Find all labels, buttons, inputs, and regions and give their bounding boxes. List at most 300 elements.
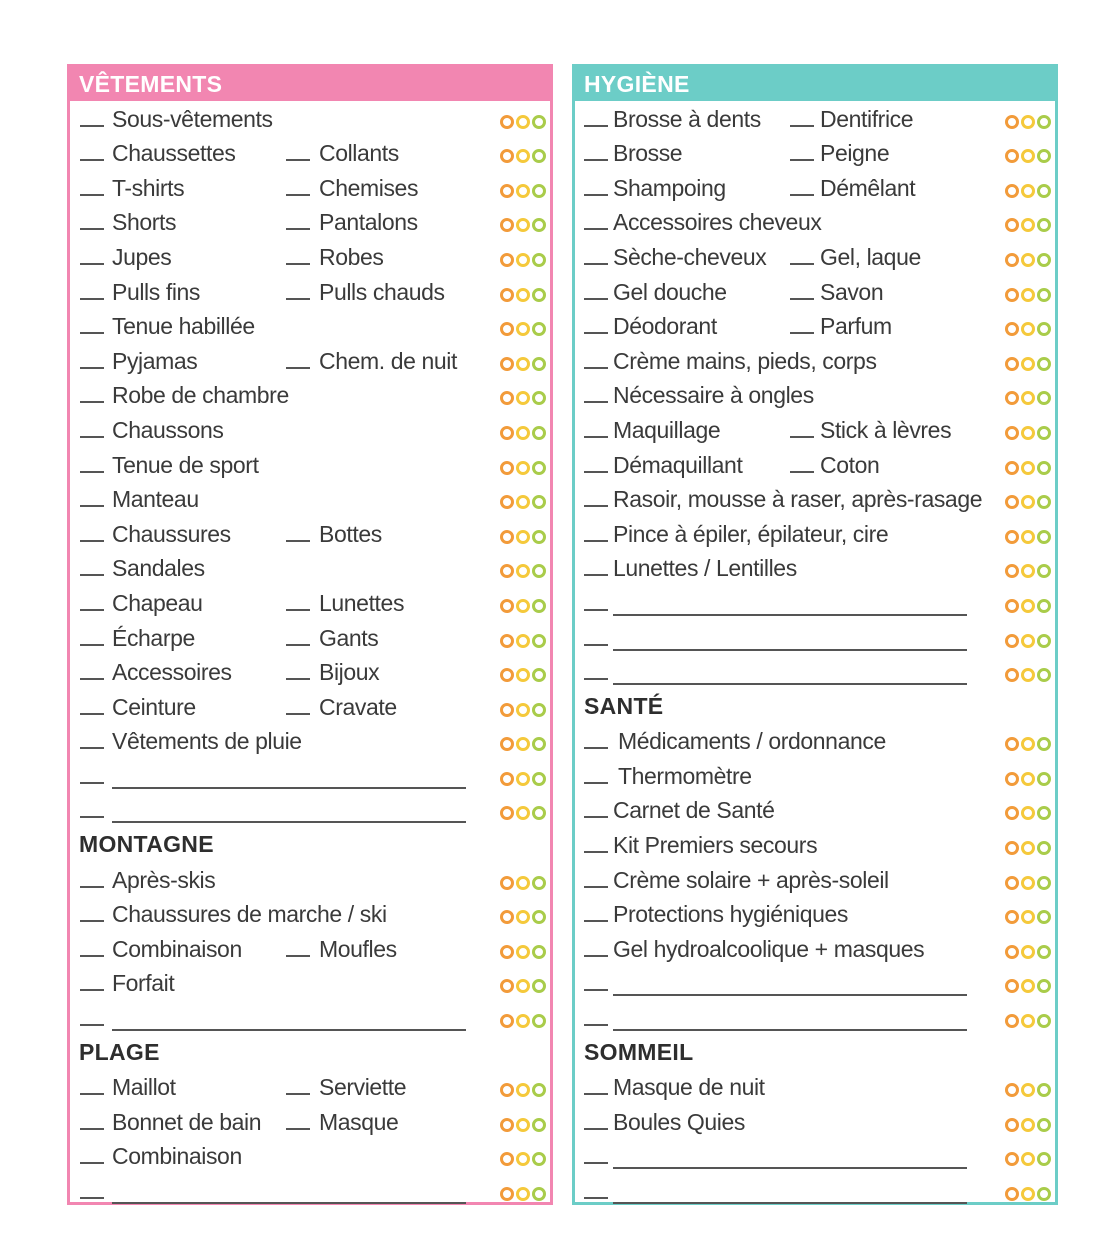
item-label: Chaussures	[112, 520, 231, 547]
green-circle[interactable]	[532, 564, 546, 578]
quantity-blank[interactable]	[80, 609, 104, 611]
checklist-row	[575, 758, 1055, 793]
quantity-blank[interactable]	[584, 851, 608, 853]
status-circles	[500, 910, 546, 924]
green-circle[interactable]	[532, 599, 546, 613]
green-circle[interactable]	[1037, 461, 1051, 475]
orange-circle[interactable]	[500, 322, 514, 336]
yellow-circle[interactable]	[516, 1187, 530, 1201]
yellow-circle[interactable]	[516, 1152, 530, 1166]
yellow-circle[interactable]	[516, 703, 530, 717]
yellow-circle[interactable]	[516, 149, 530, 163]
quantity-blank[interactable]	[584, 989, 608, 991]
green-circle[interactable]	[1037, 218, 1051, 232]
green-circle[interactable]	[532, 149, 546, 163]
quantity-blank[interactable]	[80, 816, 104, 818]
quantity-blank[interactable]	[80, 332, 104, 334]
quantity-blank[interactable]	[790, 298, 814, 300]
orange-circle[interactable]	[500, 668, 514, 682]
quantity-blank[interactable]	[286, 159, 310, 161]
orange-circle[interactable]	[1005, 184, 1019, 198]
green-circle[interactable]	[1037, 149, 1051, 163]
yellow-circle[interactable]	[516, 391, 530, 405]
orange-circle[interactable]	[1005, 737, 1019, 751]
orange-circle[interactable]	[1005, 910, 1019, 924]
green-circle[interactable]	[532, 1014, 546, 1028]
green-circle[interactable]	[532, 703, 546, 717]
write-in-line[interactable]	[613, 683, 967, 685]
checklist-row	[575, 585, 1055, 620]
orange-circle[interactable]	[1005, 1118, 1019, 1132]
quantity-blank[interactable]	[584, 644, 608, 646]
quantity-blank[interactable]	[80, 644, 104, 646]
quantity-blank[interactable]	[584, 747, 608, 749]
quantity-blank[interactable]	[584, 471, 608, 473]
green-circle[interactable]	[1037, 184, 1051, 198]
quantity-blank[interactable]	[80, 1093, 104, 1095]
quantity-blank[interactable]	[80, 263, 104, 265]
yellow-circle[interactable]	[1021, 1152, 1035, 1166]
orange-circle[interactable]	[500, 218, 514, 232]
orange-circle[interactable]	[500, 876, 514, 890]
orange-circle[interactable]	[1005, 806, 1019, 820]
yellow-circle[interactable]	[1021, 1014, 1035, 1028]
yellow-circle[interactable]	[516, 1083, 530, 1097]
yellow-circle[interactable]	[1021, 426, 1035, 440]
quantity-blank[interactable]	[584, 955, 608, 957]
quantity-blank[interactable]	[584, 436, 608, 438]
orange-circle[interactable]	[1005, 115, 1019, 129]
checklist-row	[575, 205, 1055, 240]
quantity-blank[interactable]	[584, 401, 608, 403]
status-circles	[1005, 1014, 1051, 1028]
item-label: Démêlant	[820, 174, 916, 201]
green-circle[interactable]	[532, 806, 546, 820]
green-circle[interactable]	[532, 322, 546, 336]
quantity-blank[interactable]	[584, 1197, 608, 1199]
quantity-blank[interactable]	[584, 505, 608, 507]
orange-circle[interactable]	[500, 357, 514, 371]
quantity-blank[interactable]	[584, 609, 608, 611]
orange-circle[interactable]	[1005, 772, 1019, 786]
yellow-circle[interactable]	[1021, 945, 1035, 959]
status-circles	[1005, 599, 1051, 613]
orange-circle[interactable]	[1005, 979, 1019, 993]
yellow-circle[interactable]	[1021, 772, 1035, 786]
yellow-circle[interactable]	[516, 426, 530, 440]
quantity-blank[interactable]	[80, 125, 104, 127]
green-circle[interactable]	[1037, 1118, 1051, 1132]
quantity-blank[interactable]	[584, 1093, 608, 1095]
quantity-blank[interactable]	[790, 263, 814, 265]
quantity-blank[interactable]	[584, 1024, 608, 1026]
green-circle[interactable]	[532, 184, 546, 198]
checklist-row	[575, 966, 1055, 1001]
write-in-line[interactable]	[613, 649, 967, 651]
quantity-blank[interactable]	[286, 228, 310, 230]
quantity-blank[interactable]	[790, 436, 814, 438]
green-circle[interactable]	[1037, 426, 1051, 440]
yellow-circle[interactable]	[1021, 461, 1035, 475]
quantity-blank[interactable]	[80, 505, 104, 507]
yellow-circle[interactable]	[1021, 564, 1035, 578]
green-circle[interactable]	[532, 288, 546, 302]
orange-circle[interactable]	[1005, 945, 1019, 959]
green-circle[interactable]	[1037, 357, 1051, 371]
yellow-circle[interactable]	[1021, 841, 1035, 855]
quantity-blank[interactable]	[584, 367, 608, 369]
green-circle[interactable]	[1037, 1152, 1051, 1166]
orange-circle[interactable]	[1005, 391, 1019, 405]
quantity-blank[interactable]	[80, 367, 104, 369]
quantity-blank[interactable]	[80, 298, 104, 300]
write-in-line[interactable]	[112, 1202, 466, 1204]
quantity-blank[interactable]	[286, 540, 310, 542]
green-circle[interactable]	[532, 461, 546, 475]
green-circle[interactable]	[532, 1152, 546, 1166]
quantity-blank[interactable]	[80, 436, 104, 438]
quantity-blank[interactable]	[80, 1128, 104, 1130]
green-circle[interactable]	[532, 530, 546, 544]
orange-circle[interactable]	[500, 564, 514, 578]
quantity-blank[interactable]	[286, 609, 310, 611]
hygiene-panel	[572, 64, 1058, 1205]
yellow-circle[interactable]	[516, 910, 530, 924]
quantity-blank[interactable]	[790, 471, 814, 473]
green-circle[interactable]	[532, 737, 546, 751]
green-circle[interactable]	[1037, 288, 1051, 302]
quantity-blank[interactable]	[286, 367, 310, 369]
orange-circle[interactable]	[500, 115, 514, 129]
green-circle[interactable]	[1037, 772, 1051, 786]
quantity-blank[interactable]	[584, 1162, 608, 1164]
quantity-blank[interactable]	[80, 228, 104, 230]
yellow-circle[interactable]	[1021, 495, 1035, 509]
write-in-line[interactable]	[112, 1029, 466, 1031]
yellow-circle[interactable]	[516, 979, 530, 993]
orange-circle[interactable]	[500, 426, 514, 440]
green-circle[interactable]	[532, 218, 546, 232]
quantity-blank[interactable]	[584, 886, 608, 888]
quantity-blank[interactable]	[80, 747, 104, 749]
orange-circle[interactable]	[500, 461, 514, 475]
status-circles	[500, 1014, 546, 1028]
quantity-blank[interactable]	[80, 471, 104, 473]
orange-circle[interactable]	[1005, 322, 1019, 336]
green-circle[interactable]	[532, 253, 546, 267]
yellow-circle[interactable]	[516, 530, 530, 544]
yellow-circle[interactable]	[1021, 737, 1035, 751]
orange-circle[interactable]	[500, 184, 514, 198]
yellow-circle[interactable]	[516, 253, 530, 267]
orange-circle[interactable]	[500, 149, 514, 163]
yellow-circle[interactable]	[516, 945, 530, 959]
orange-circle[interactable]	[1005, 1083, 1019, 1097]
quantity-blank[interactable]	[584, 159, 608, 161]
green-circle[interactable]	[532, 772, 546, 786]
green-circle[interactable]	[1037, 737, 1051, 751]
green-circle[interactable]	[1037, 945, 1051, 959]
quantity-blank[interactable]	[584, 298, 608, 300]
write-in-line[interactable]	[112, 787, 466, 789]
yellow-circle[interactable]	[516, 772, 530, 786]
yellow-circle[interactable]	[516, 634, 530, 648]
yellow-circle[interactable]	[516, 737, 530, 751]
write-in-line[interactable]	[112, 821, 466, 823]
yellow-circle[interactable]	[1021, 668, 1035, 682]
yellow-circle[interactable]	[516, 218, 530, 232]
green-circle[interactable]	[1037, 668, 1051, 682]
quantity-blank[interactable]	[286, 713, 310, 715]
status-circles	[500, 1118, 546, 1132]
yellow-circle[interactable]	[516, 564, 530, 578]
green-circle[interactable]	[532, 1187, 546, 1201]
yellow-circle[interactable]	[516, 288, 530, 302]
orange-circle[interactable]	[1005, 461, 1019, 475]
green-circle[interactable]	[532, 1118, 546, 1132]
yellow-circle[interactable]	[516, 1118, 530, 1132]
green-circle[interactable]	[1037, 115, 1051, 129]
quantity-blank[interactable]	[80, 713, 104, 715]
orange-circle[interactable]	[1005, 357, 1019, 371]
quantity-blank[interactable]	[584, 125, 608, 127]
yellow-circle[interactable]	[516, 495, 530, 509]
yellow-circle[interactable]	[1021, 218, 1035, 232]
quantity-blank[interactable]	[286, 678, 310, 680]
green-circle[interactable]	[1037, 806, 1051, 820]
orange-circle[interactable]	[1005, 149, 1019, 163]
yellow-circle[interactable]	[1021, 149, 1035, 163]
yellow-circle[interactable]	[1021, 288, 1035, 302]
orange-circle[interactable]	[1005, 634, 1019, 648]
green-circle[interactable]	[1037, 1014, 1051, 1028]
orange-circle[interactable]	[1005, 564, 1019, 578]
yellow-circle[interactable]	[516, 357, 530, 371]
yellow-circle[interactable]	[516, 322, 530, 336]
orange-circle[interactable]	[1005, 253, 1019, 267]
status-circles	[500, 772, 546, 786]
orange-circle[interactable]	[500, 1083, 514, 1097]
orange-circle[interactable]	[1005, 1187, 1019, 1201]
orange-circle[interactable]	[500, 495, 514, 509]
yellow-circle[interactable]	[1021, 530, 1035, 544]
orange-circle[interactable]	[500, 1187, 514, 1201]
quantity-blank[interactable]	[584, 678, 608, 680]
yellow-circle[interactable]	[1021, 806, 1035, 820]
yellow-circle[interactable]	[516, 806, 530, 820]
orange-circle[interactable]	[500, 1152, 514, 1166]
quantity-blank[interactable]	[790, 194, 814, 196]
checklist-row	[575, 724, 1055, 759]
green-circle[interactable]	[1037, 391, 1051, 405]
quantity-blank[interactable]	[286, 1128, 310, 1130]
orange-circle[interactable]	[500, 1118, 514, 1132]
orange-circle[interactable]	[1005, 1014, 1019, 1028]
quantity-blank[interactable]	[80, 989, 104, 991]
status-circles	[500, 426, 546, 440]
orange-circle[interactable]	[500, 391, 514, 405]
yellow-circle[interactable]	[516, 668, 530, 682]
yellow-circle[interactable]	[1021, 115, 1035, 129]
orange-circle[interactable]	[500, 979, 514, 993]
orange-circle[interactable]	[1005, 495, 1019, 509]
quantity-blank[interactable]	[584, 574, 608, 576]
yellow-circle[interactable]	[516, 461, 530, 475]
orange-circle[interactable]	[1005, 876, 1019, 890]
quantity-blank[interactable]	[584, 332, 608, 334]
quantity-blank[interactable]	[80, 782, 104, 784]
quantity-blank[interactable]	[286, 263, 310, 265]
item-label: Tenue de sport	[112, 451, 259, 478]
section-title: MONTAGNE	[79, 831, 214, 858]
quantity-blank[interactable]	[584, 263, 608, 265]
orange-circle[interactable]	[1005, 1152, 1019, 1166]
green-circle[interactable]	[532, 115, 546, 129]
orange-circle[interactable]	[500, 253, 514, 267]
green-circle[interactable]	[1037, 322, 1051, 336]
quantity-blank[interactable]	[80, 955, 104, 957]
quantity-blank[interactable]	[80, 1197, 104, 1199]
orange-circle[interactable]	[500, 288, 514, 302]
yellow-circle[interactable]	[1021, 322, 1035, 336]
yellow-circle[interactable]	[1021, 253, 1035, 267]
quantity-blank[interactable]	[80, 401, 104, 403]
quantity-blank[interactable]	[286, 1093, 310, 1095]
orange-circle[interactable]	[500, 910, 514, 924]
yellow-circle[interactable]	[1021, 910, 1035, 924]
yellow-circle[interactable]	[1021, 979, 1035, 993]
green-circle[interactable]	[1037, 564, 1051, 578]
quantity-blank[interactable]	[286, 194, 310, 196]
quantity-blank[interactable]	[80, 1024, 104, 1026]
green-circle[interactable]	[1037, 1187, 1051, 1201]
yellow-circle[interactable]	[1021, 184, 1035, 198]
orange-circle[interactable]	[1005, 426, 1019, 440]
item-label: Tenue habillée	[112, 313, 255, 340]
orange-circle[interactable]	[1005, 530, 1019, 544]
yellow-circle[interactable]	[516, 599, 530, 613]
green-circle[interactable]	[532, 1083, 546, 1097]
quantity-blank[interactable]	[790, 332, 814, 334]
quantity-blank[interactable]	[584, 816, 608, 818]
green-circle[interactable]	[532, 357, 546, 371]
quantity-blank[interactable]	[80, 886, 104, 888]
orange-circle[interactable]	[500, 703, 514, 717]
quantity-blank[interactable]	[584, 782, 608, 784]
write-in-line[interactable]	[613, 1202, 967, 1204]
write-in-line[interactable]	[613, 994, 967, 996]
green-circle[interactable]	[532, 634, 546, 648]
quantity-blank[interactable]	[80, 194, 104, 196]
green-circle[interactable]	[1037, 253, 1051, 267]
status-circles	[500, 391, 546, 405]
green-circle[interactable]	[1037, 979, 1051, 993]
green-circle[interactable]	[532, 876, 546, 890]
green-circle[interactable]	[1037, 530, 1051, 544]
orange-circle[interactable]	[500, 1014, 514, 1028]
quantity-blank[interactable]	[80, 1162, 104, 1164]
item-label: Crème solaire + après-soleil	[613, 866, 889, 893]
green-circle[interactable]	[1037, 1083, 1051, 1097]
yellow-circle[interactable]	[516, 115, 530, 129]
quantity-blank[interactable]	[584, 1128, 608, 1130]
quantity-blank[interactable]	[80, 574, 104, 576]
quantity-blank[interactable]	[80, 540, 104, 542]
yellow-circle[interactable]	[1021, 391, 1035, 405]
quantity-blank[interactable]	[286, 955, 310, 957]
status-circles	[1005, 1152, 1051, 1166]
quantity-blank[interactable]	[584, 920, 608, 922]
green-circle[interactable]	[532, 426, 546, 440]
quantity-blank[interactable]	[286, 298, 310, 300]
orange-circle[interactable]	[1005, 668, 1019, 682]
yellow-circle[interactable]	[516, 184, 530, 198]
orange-circle[interactable]	[1005, 288, 1019, 302]
green-circle[interactable]	[532, 979, 546, 993]
write-in-line[interactable]	[613, 1029, 967, 1031]
green-circle[interactable]	[1037, 634, 1051, 648]
quantity-blank[interactable]	[80, 678, 104, 680]
yellow-circle[interactable]	[1021, 876, 1035, 890]
quantity-blank[interactable]	[584, 540, 608, 542]
orange-circle[interactable]	[500, 945, 514, 959]
quantity-blank[interactable]	[584, 194, 608, 196]
green-circle[interactable]	[532, 391, 546, 405]
orange-circle[interactable]	[500, 634, 514, 648]
yellow-circle[interactable]	[1021, 357, 1035, 371]
orange-circle[interactable]	[500, 737, 514, 751]
orange-circle[interactable]	[1005, 218, 1019, 232]
yellow-circle[interactable]	[1021, 1083, 1035, 1097]
quantity-blank[interactable]	[790, 125, 814, 127]
yellow-circle[interactable]	[1021, 634, 1035, 648]
green-circle[interactable]	[532, 668, 546, 682]
yellow-circle[interactable]	[516, 1014, 530, 1028]
yellow-circle[interactable]	[516, 876, 530, 890]
green-circle[interactable]	[1037, 876, 1051, 890]
checklist-row	[70, 689, 550, 724]
quantity-blank[interactable]	[80, 159, 104, 161]
write-in-line[interactable]	[613, 614, 967, 616]
section-title: SANTÉ	[584, 692, 664, 719]
yellow-circle[interactable]	[1021, 1118, 1035, 1132]
green-circle[interactable]	[532, 495, 546, 509]
green-circle[interactable]	[532, 945, 546, 959]
status-circles	[500, 876, 546, 890]
quantity-blank[interactable]	[80, 920, 104, 922]
quantity-blank[interactable]	[790, 159, 814, 161]
yellow-circle[interactable]	[1021, 1187, 1035, 1201]
orange-circle[interactable]	[500, 599, 514, 613]
yellow-circle[interactable]	[1021, 599, 1035, 613]
green-circle[interactable]	[1037, 910, 1051, 924]
orange-circle[interactable]	[500, 806, 514, 820]
green-circle[interactable]	[1037, 841, 1051, 855]
quantity-blank[interactable]	[584, 228, 608, 230]
quantity-blank[interactable]	[286, 644, 310, 646]
status-circles	[1005, 495, 1051, 509]
orange-circle[interactable]	[500, 772, 514, 786]
checklist-row	[575, 655, 1055, 690]
green-circle[interactable]	[532, 910, 546, 924]
write-in-line[interactable]	[613, 1167, 967, 1169]
orange-circle[interactable]	[1005, 599, 1019, 613]
orange-circle[interactable]	[500, 530, 514, 544]
green-circle[interactable]	[1037, 599, 1051, 613]
checklist-row	[575, 620, 1055, 655]
orange-circle[interactable]	[1005, 841, 1019, 855]
green-circle[interactable]	[1037, 495, 1051, 509]
